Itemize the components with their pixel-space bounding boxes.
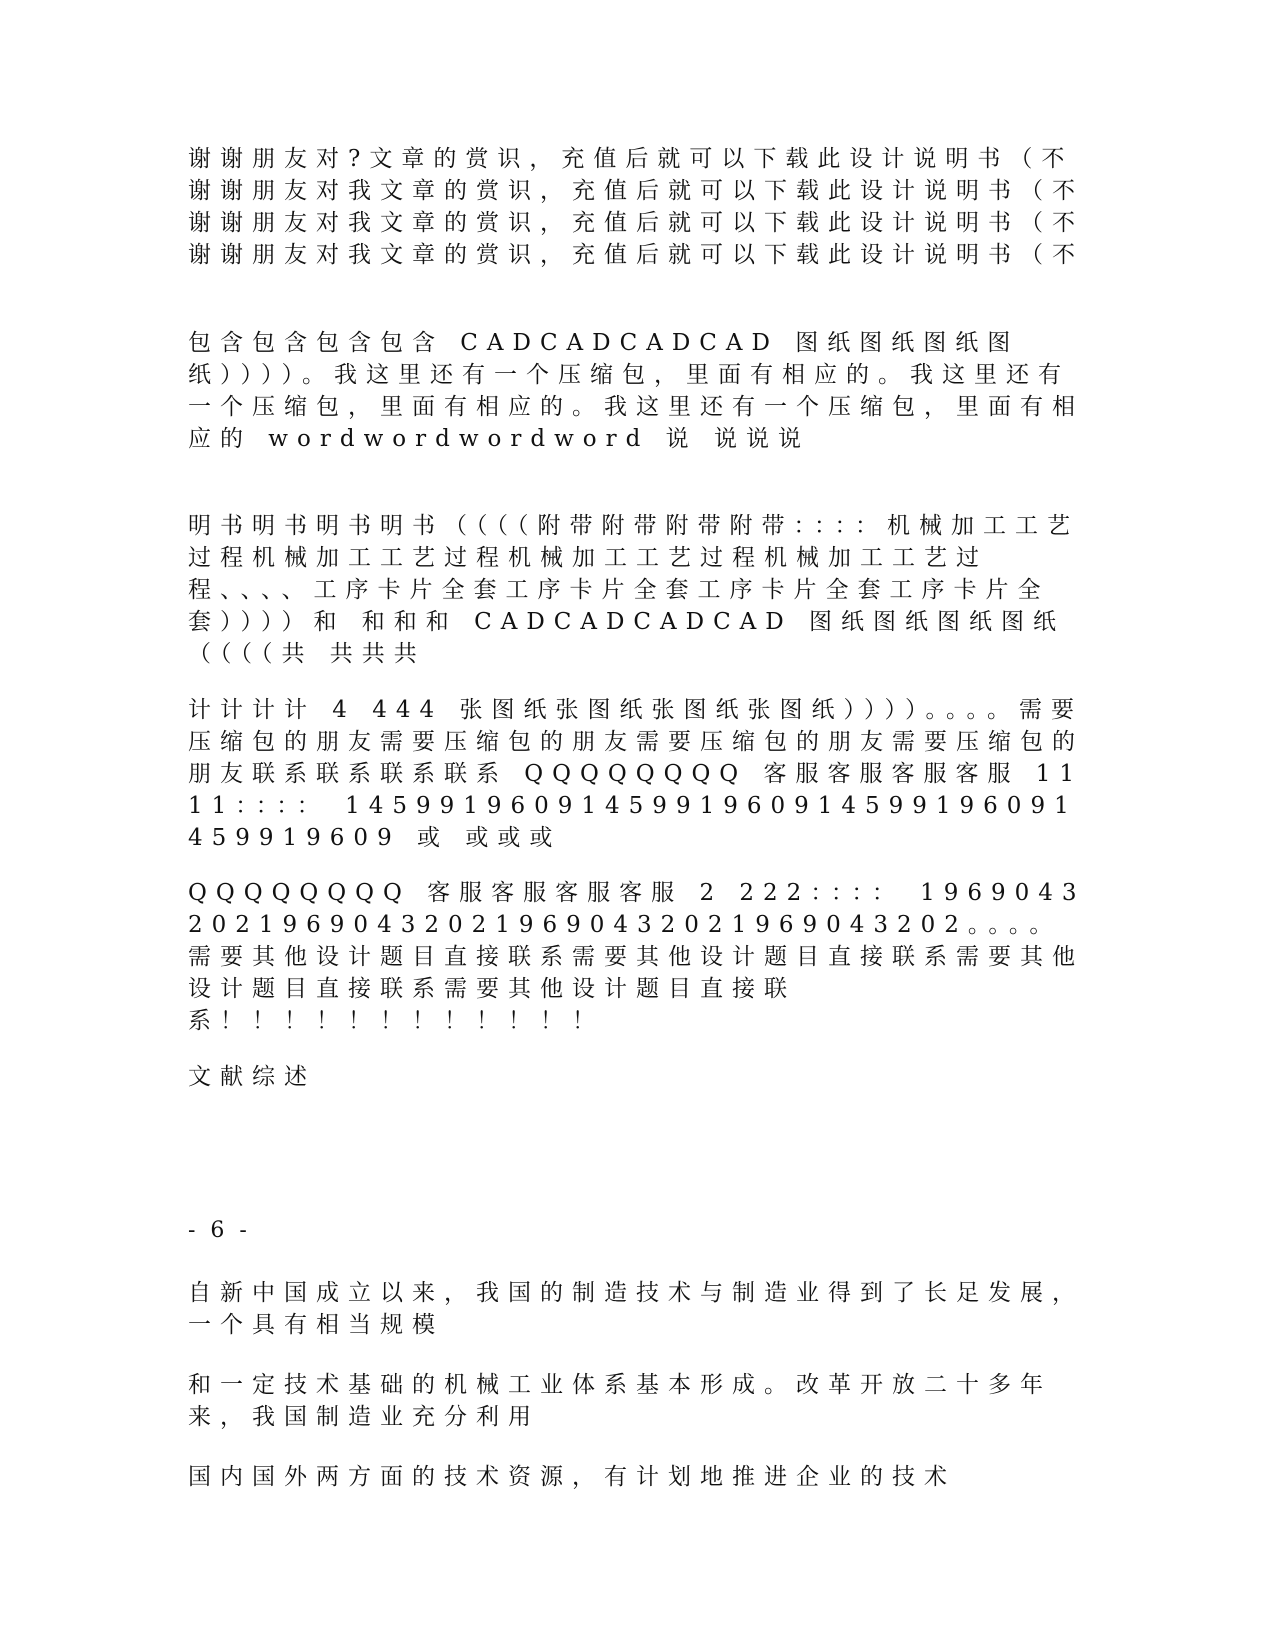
body-paragraph-1: 自新中国成立以来，我国的制造技术与制造业得到了长足发展，一个具有相当规模: [188, 1280, 1084, 1338]
body-paragraph-2: 和一定技术基础的机械工业体系基本形成。改革开放二十多年来，我国制造业充分利用: [188, 1372, 1052, 1430]
paragraph-3: 明书明书明书明书（（（（附带附带附带附带：：：：机械加工工艺过程机械加工工艺过程机械加工工艺过程机械加工工艺过程、、、、工序卡片全套工序卡片全套工序卡片全套工序卡片全套））））和 和和和 CADCADCADCAD 图纸图纸图纸图纸（（（（共 共共共: [188, 513, 1079, 667]
page-number: - 6 -: [188, 1218, 251, 1243]
body-paragraph-3: 国内国外两方面的技术资源，有计划地推进企业的技术: [188, 1464, 956, 1490]
paragraph-2: 包含包含包含包含 CADCADCADCAD 图纸图纸图纸图纸））））。我这里还有一个压缩包，里面有相应的。我这里还有一个压缩包，里面有相应的。我这里还有一个压缩包，里面有相应的 wordwordwordword 说 说说说: [188, 330, 1084, 452]
paragraph-4: 计计计计 4 444 张图纸张图纸张图纸张图纸））））。。。。需要压缩包的朋友需要压缩包的朋友需要压缩包的朋友需要压缩包的朋友联系联系联系联系 QQQQQQQQ 客服客服客服客服 1111：：：： 1459919609145991960914599196091459919609 或 或或或: [188, 697, 1084, 851]
paragraph-5: QQQQQQQQ 客服客服客服客服 2 222：：：： 1969043202196904320219690432021969043202。。。。需要其他设计题目直接联系需要其他设计题目直接联系需要其他设计题目直接联系需要其他设计题目直接联系！！！！！！！！！！！！: [188, 880, 1086, 1034]
paragraph-1: 谢谢朋友对?文章的赏识，充值后就可以下载此设计说明书（不谢谢朋友对我文章的赏识，充值后就可以下载此设计说明书（不谢谢朋友对我文章的赏识，充值后就可以下载此设计说明书（不谢谢朋友对我文章的赏识，充值后就可以下载此设计说明书（不: [188, 146, 1084, 268]
section-heading: 文献综述: [188, 1064, 316, 1090]
